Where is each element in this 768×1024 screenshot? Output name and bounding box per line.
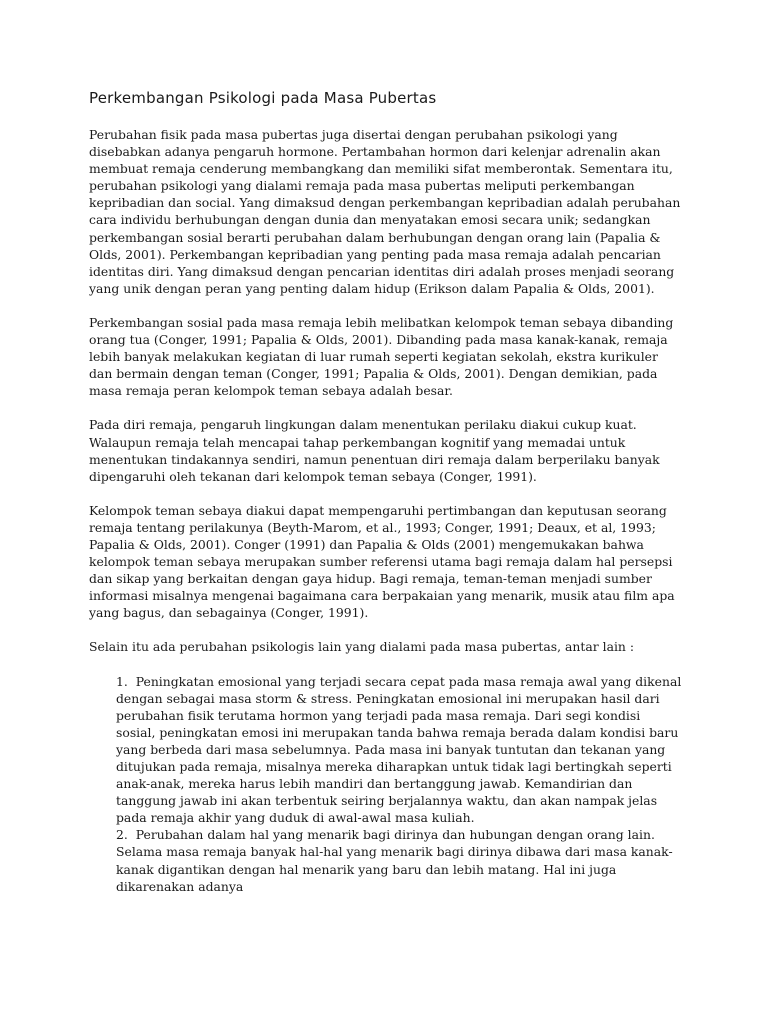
list-item (116, 826, 683, 894)
list-item (116, 673, 683, 827)
paragraph-1: Perubahan fisik pada masa pubertas juga disertai dengan perubahan psikologi yang disebabkan adanya pengaruh hormone. Pertambahan hormon dari kelenjar adrenalin akan membuat remaja cenderung membangkang dan memiliki sifat memberontak. Sementara itu, perubahan psikologi yang dialami remaja pada masa pubertas meliputi perkembangan kepribadian dan social. Yang dimaksud dengan perkembangan kepribadian adalah perubahan cara individu berhubungan dengan dunia dan menyatakan emosi secara unik; sedangkan perkembangan sosial berarti perubahan dalam berhubungan dengan orang lain (Papalia & Olds, 2001). Perkembangan kepribadian yang penting pada masa remaja adalah pencarian identitas diri. Yang dimaksud dengan pencarian identitas diri adalah proses menjadi seorang yang unik dengan peran yang penting dalam hidup (Erikson dalam Papalia & Olds, 2001). (89, 127, 681, 296)
list-item-text: Peningkatan emosional yang terjadi secara cepat pada masa remaja awal yang dikenal dengan sebagai masa storm & stress. Peningkatan emosional ini merupakan hasil dari perubahan fisik terutama hormon yang terjadi pada masa remaja. Dari segi kondisi sosial, peningkatan emosi ini merupakan tanda bahwa remaja berada dalam kondisi baru yang berbeda dari masa sebelumnya. Pada masa ini banyak tuntutan dan tekanan yang ditujukan pada remaja, misalnya mereka diharapkan untuk tidak lagi bertingkah seperti anak-anak, mereka harus lebih mandiri dan bertanggung jawab. Kemandirian dan tanggung jawab ini akan terbentuk seiring berjalannya waktu, dan akan nampak jelas pada remaja akhir yang duduk di awal-awal masa kuliah. (116, 673, 682, 826)
numbered-list (89, 673, 683, 895)
paragraph-3: Pada diri remaja, pengaruh lingkungan dalam menentukan perilaku diakui cukup kuat. Walaupun remaja telah mencapai tahap perkembangan kognitif yang memadai untuk menentukan tindakannya sendiri, namun penentuan diri remaja dalam berperilaku banyak dipengaruhi oleh tekanan dari kelompok teman sebaya (Conger, 1991). (89, 417, 660, 484)
paragraph-4: Kelompok teman sebaya diakui dapat mempengaruhi pertimbangan dan keputusan seorang remaja tentang perilakunya (Beyth-Marom, et al., 1993; Conger, 1991; Deaux, et al, 1993; Papalia & Olds, 2001). Conger (1991) dan Papalia & Olds (2001) mengemukakan bahwa kelompok teman sebaya merupakan sumber referensi utama bagi remaja dalam hal persepsi dan sikap yang berkaitan dengan gaya hidup. Bagi remaja, teman-teman menjadi sumber informasi misalnya mengenai bagaimana cara berpakaian yang menarik, musik atau film apa yang bagus, dan sebagainya (Conger, 1991). (89, 502, 675, 621)
document-page (89, 88, 683, 895)
paragraph-2: Perkembangan sosial pada masa remaja lebih melibatkan kelompok teman sebaya dibanding orang tua (Conger, 1991; Papalia & Olds, 2001). Dibanding pada masa kanak-kanak, remaja lebih banyak melakukan kegiatan di luar rumah seperti kegiatan sekolah, ekstra kurikuler dan bermain dengan teman (Conger, 1991; Papalia & Olds, 2001). Dengan demikian, pada masa remaja peran kelompok teman sebaya adalah besar. (89, 314, 674, 399)
list-item-number: 1. (116, 673, 128, 689)
list-item-number: 2. (116, 827, 128, 843)
list-item-text: Perubahan dalam hal yang menarik bagi dirinya dan hubungan dengan orang lain. Selama masa remaja banyak hal-hal yang menarik bagi dirinya dibawa dari masa kanak-kanak digantikan dengan hal menarik yang baru dan lebih matang. Hal ini juga dikarenakan adanya (116, 827, 673, 894)
document-title: Perkembangan Psikologi pada Masa Pubertas (89, 89, 437, 107)
paragraph-5: Selain itu ada perubahan psikologis lain yang dialami pada masa pubertas, antar lain : (89, 639, 635, 655)
